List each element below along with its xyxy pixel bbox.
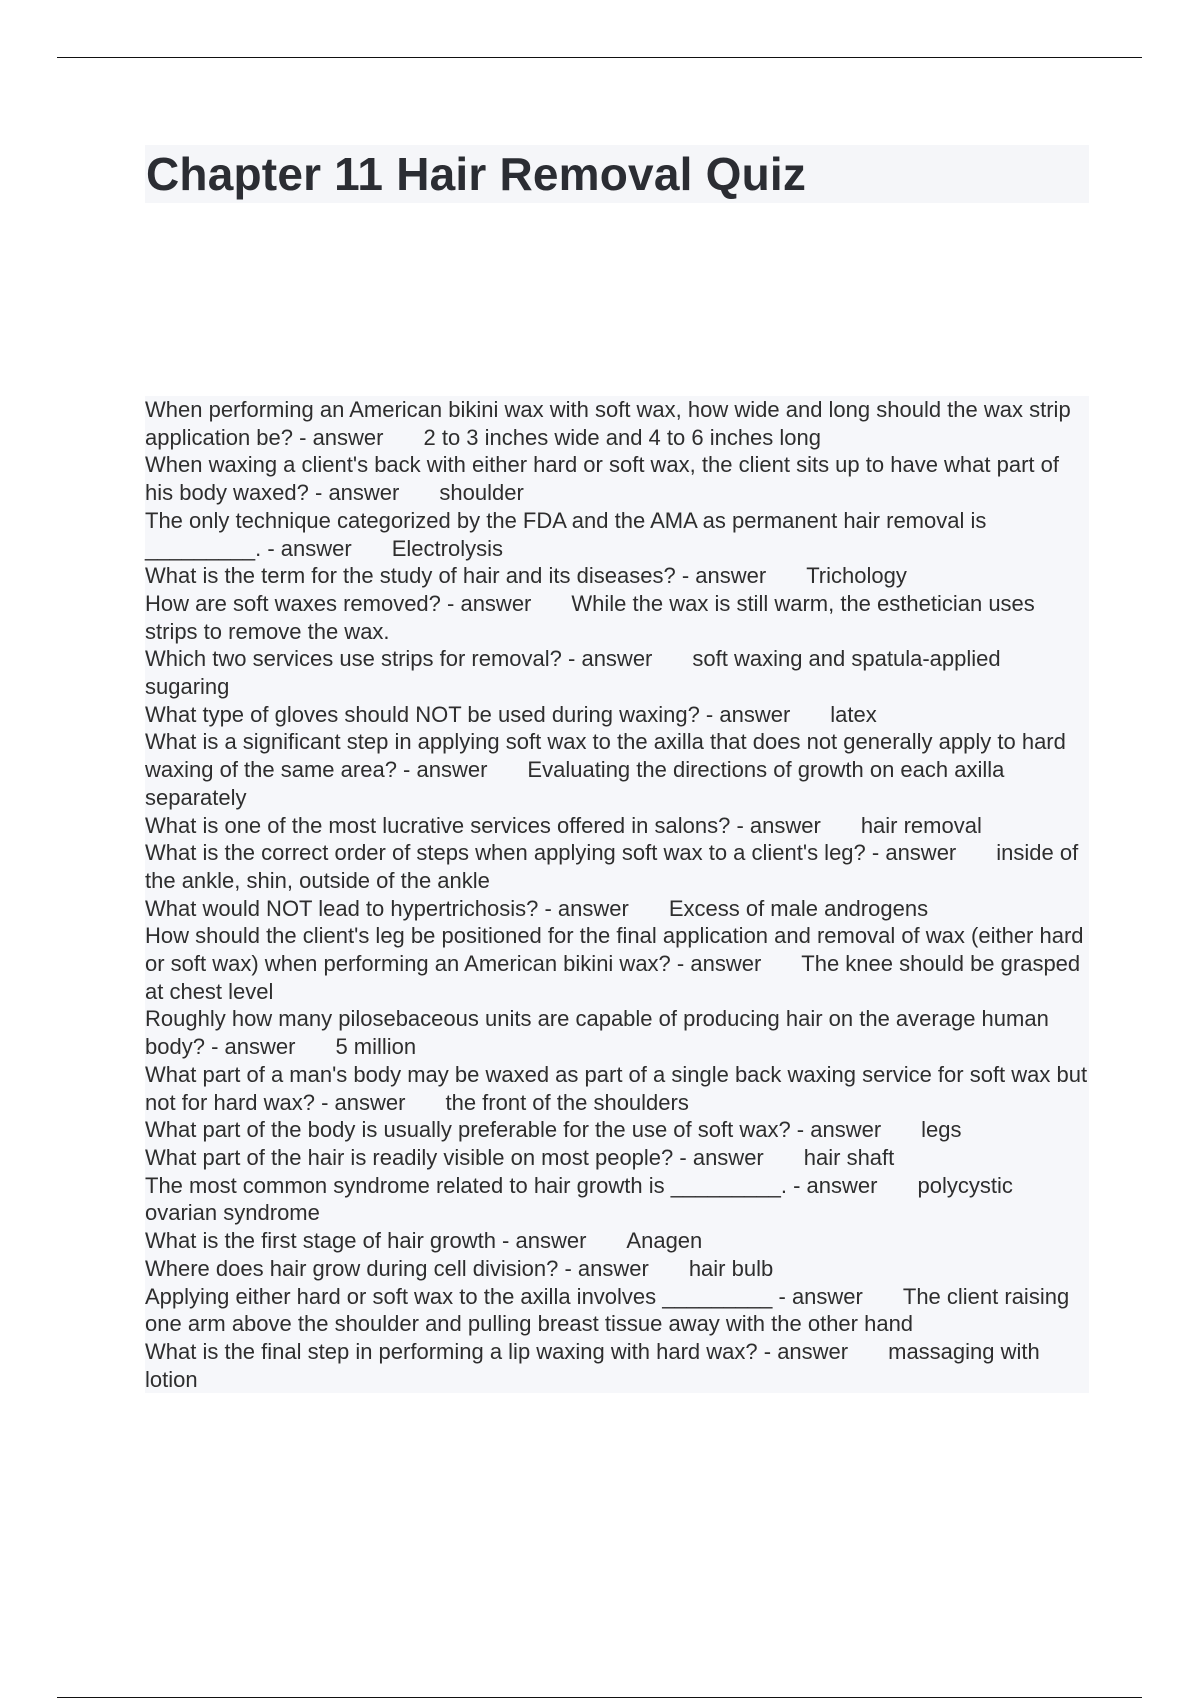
qa-item <box>145 507 1089 562</box>
qa-item <box>145 451 1089 506</box>
question-text: What is the term for the study of hair and its diseases? <box>145 563 676 589</box>
answer-text: The client raising one arm above the shoulder and pulling breast tissue away with the other hand <box>145 1283 1070 1337</box>
qa-item <box>145 562 1089 590</box>
question-text: How should the client's leg be positioned for the final application and removal of wax (either hard or soft wax) when performing an American bikini wax? <box>145 923 1084 977</box>
qa-item <box>145 1144 1089 1172</box>
answer-separator: - answer <box>699 701 791 727</box>
answer-separator: - answer <box>673 1144 764 1170</box>
question-text: How are soft waxes removed? <box>145 590 441 616</box>
question-text: When performing an American bikini wax with soft wax, how wide and long should the wax strip application be? <box>145 397 1071 450</box>
qa-item <box>145 728 1089 811</box>
answer-separator: - answer <box>670 951 762 977</box>
answer-text: Excess of male androgens <box>668 895 929 921</box>
answer-text: soft waxing and spatula-applied sugaring <box>145 646 1001 700</box>
answer-text: inside of the ankle, shin, outside of the ankle <box>145 840 1079 893</box>
qa-item <box>145 895 1089 923</box>
answer-separator: - answer <box>730 812 821 838</box>
answer-separator: - answer <box>495 1228 587 1254</box>
answer-separator: - answer <box>757 1338 849 1364</box>
question-text: Applying either hard or soft wax to the axilla involves _________ <box>145 1283 773 1309</box>
question-text: What would NOT lead to hypertrichosis? <box>145 895 539 921</box>
answer-separator: - answer <box>790 1117 882 1143</box>
answer-separator: - answer <box>675 563 767 589</box>
qa-item <box>145 1283 1089 1338</box>
qa-item <box>145 590 1089 645</box>
answer-separator: - answer <box>558 1255 649 1281</box>
qa-item <box>145 1172 1089 1227</box>
answer-text: Evaluating the directions of growth on each axilla separately <box>145 757 1005 810</box>
answer-separator: - answer <box>308 480 400 506</box>
question-text: What is the correct order of steps when applying soft wax to a client's leg? <box>145 840 866 866</box>
question-text: What is one of the most lucrative services offered in salons? <box>145 812 731 838</box>
qa-item <box>145 645 1089 700</box>
qa-item <box>145 396 1089 451</box>
answer-text: The knee should be grasped at chest level <box>145 951 1081 1004</box>
qa-item <box>145 1227 1089 1255</box>
answer-text: Electrolysis <box>391 535 503 561</box>
answer-separator: - answer <box>293 424 384 450</box>
question-text: What part of the body is usually preferable for the use of soft wax? <box>145 1117 791 1143</box>
qa-item <box>145 839 1089 894</box>
qa-item <box>145 1255 1089 1283</box>
question-text: When waxing a client's back with either hard or soft wax, the client sits up to have what part of his body waxed? <box>145 452 1059 506</box>
answer-text: massaging with lotion <box>145 1338 1040 1392</box>
answer-text: 5 million <box>335 1034 417 1060</box>
answer-text: hair bulb <box>688 1255 774 1281</box>
answer-separator: - answer <box>440 590 532 616</box>
qa-item <box>145 922 1089 1005</box>
question-text: Roughly how many pilosebaceous units are capable of producing hair on the average human body? <box>145 1006 1049 1060</box>
answer-text: hair removal <box>860 812 982 838</box>
answer-text: hair shaft <box>803 1144 895 1170</box>
question-text: What is the final step in performing a lip waxing with hard wax? <box>145 1338 758 1364</box>
answer-text: While the wax is still warm, the esthetician uses strips to remove the wax. <box>145 590 1035 644</box>
question-text: The most common syndrome related to hair growth is _________. <box>145 1172 787 1198</box>
question-text: The only technique categorized by the FDA and the AMA as permanent hair removal is _________. <box>145 507 987 561</box>
question-text: Where does hair grow during cell division? <box>145 1255 559 1281</box>
qa-item <box>145 812 1089 840</box>
top-rule <box>57 57 1142 58</box>
answer-separator: - answer <box>561 646 653 672</box>
answer-text: Anagen <box>626 1228 703 1254</box>
question-text: What is the first stage of hair growth <box>145 1228 496 1254</box>
qa-item <box>145 1116 1089 1144</box>
question-text: What part of the hair is readily visible on most people? <box>145 1144 674 1170</box>
answer-text: 2 to 3 inches wide and 4 to 6 inches long <box>423 424 821 450</box>
answer-separator: - answer <box>865 840 957 866</box>
answer-text: Trichology <box>806 563 907 589</box>
answer-text: polycystic ovarian syndrome <box>145 1172 1013 1226</box>
qa-item <box>145 1061 1089 1116</box>
answer-separator: - answer <box>538 895 629 921</box>
answer-text: shoulder <box>439 480 524 506</box>
bottom-rule <box>57 1697 1142 1698</box>
question-text: What part of a man's body may be waxed as part of a single back waxing service for soft wax but not for hard wax? <box>145 1061 1088 1115</box>
answer-separator: - answer <box>787 1172 878 1198</box>
question-text: Which two services use strips for removal? <box>145 646 562 672</box>
question-text: What type of gloves should NOT be used during waxing? <box>145 701 700 727</box>
answer-text: latex <box>830 701 877 727</box>
qa-item <box>145 701 1089 729</box>
page-title: Chapter 11 Hair Removal Quiz <box>146 148 807 200</box>
answer-separator: - answer <box>772 1283 863 1309</box>
qa-item <box>145 1338 1089 1393</box>
qa-item <box>145 1005 1089 1060</box>
answer-text: the front of the shoulders <box>445 1089 689 1115</box>
answer-separator: - answer <box>396 757 488 783</box>
question-text: What is a significant step in applying soft wax to the axilla that does not generally apply to hard waxing of the same area? <box>145 729 1066 783</box>
answer-separator: - answer <box>261 535 352 561</box>
answer-separator: - answer <box>314 1089 406 1115</box>
answer-text: legs <box>921 1117 962 1143</box>
qa-list <box>145 396 1089 1393</box>
answer-separator: - answer <box>204 1034 296 1060</box>
